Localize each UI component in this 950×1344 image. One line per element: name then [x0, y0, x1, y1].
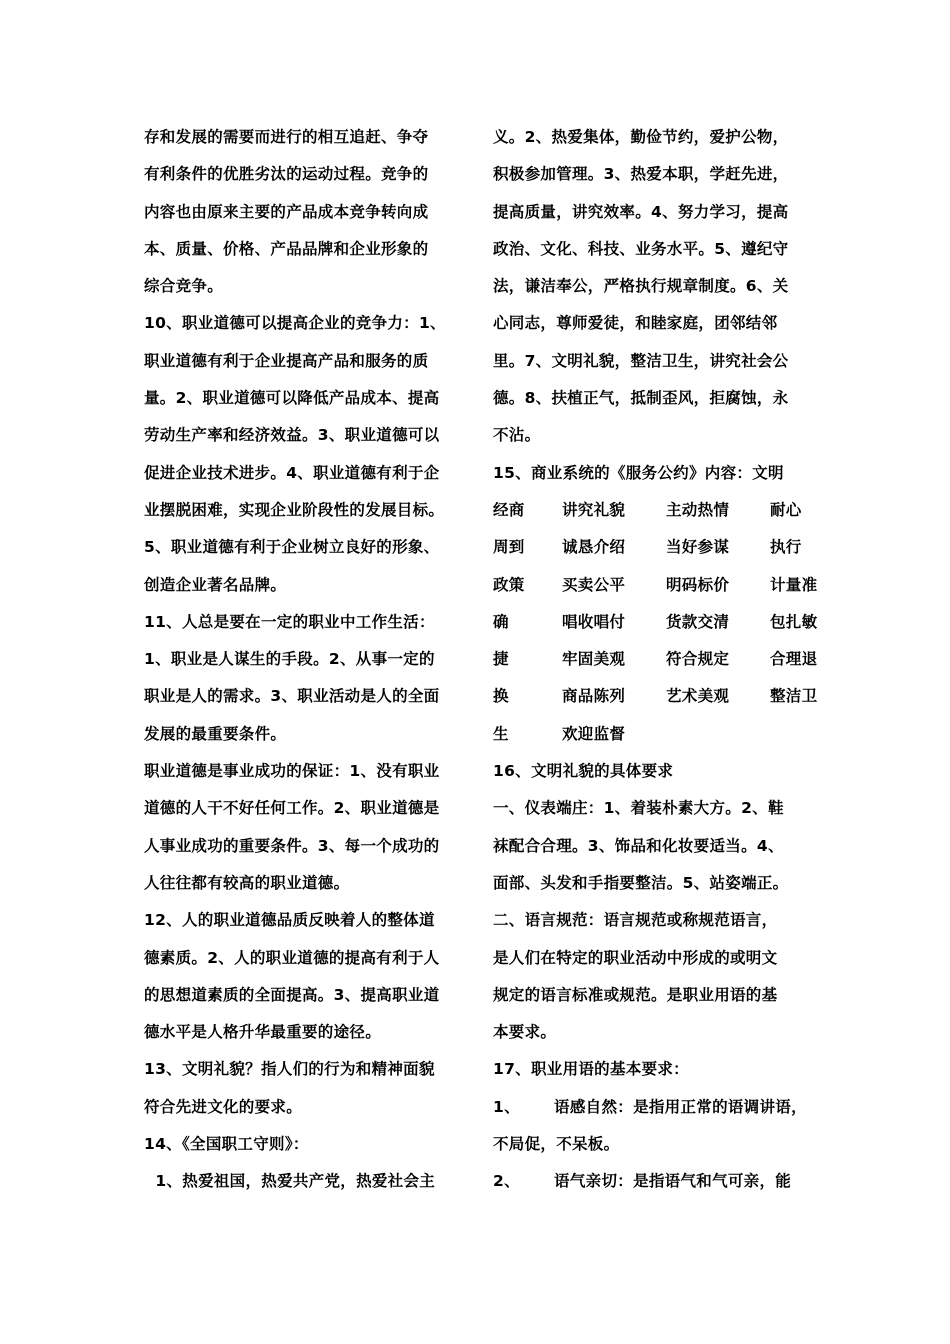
- text-line: 本、质量、价格、产品品牌和企业形象的: [144, 239, 429, 258]
- right-column: [493, 119, 818, 1201]
- text-line: 5、职业道德有利于企业树立良好的形象、: [144, 538, 440, 557]
- text-line: 道德的人干不好任何工作。2、职业道德是: [144, 799, 440, 818]
- right-column-top: [493, 119, 818, 492]
- service-grid-row: [493, 567, 818, 604]
- text-line: 不局促，不呆板。: [493, 1135, 620, 1154]
- text-line: 二、语言规范：语言规范或称规范语言，: [493, 911, 778, 930]
- text-line: 促进企业技术进步。4、职业道德有利于企: [144, 463, 440, 482]
- service-grid-cell: 换: [493, 687, 509, 706]
- text-line: 心同志，尊师爱徒，和睦家庭，团邻结邻: [493, 314, 778, 333]
- text-line: 面部、头发和手指要整洁。5、站姿端正。: [493, 873, 789, 892]
- service-grid-cell: 耐心: [770, 500, 802, 519]
- text-line: 12、人的职业道德品质反映着人的整体道: [144, 911, 435, 930]
- text-line: 内容也由原来主要的产品成本竞争转向成: [144, 202, 429, 221]
- text-line: 1、 语感自然：是指用正常的语调讲语，: [493, 1097, 807, 1116]
- service-grid-cell: 确: [493, 612, 509, 631]
- text-line: 发展的最重要条件。: [144, 724, 287, 743]
- service-grid-cell: 讲究礼貌: [562, 500, 626, 519]
- service-grid-cell: 当好参谋: [666, 538, 730, 557]
- text-line: 的思想道素质的全面提高。3、提高职业道: [144, 985, 440, 1004]
- right-column-bottom: [493, 753, 818, 1201]
- text-line: 13、文明礼貌？指人们的行为和精神面貌: [144, 1060, 435, 1079]
- service-grid-cell: 唱收唱付: [562, 612, 626, 631]
- service-grid-cell: 买卖公平: [562, 575, 626, 594]
- service-grid-cell: 欢迎监督: [562, 724, 626, 743]
- service-grid-row: [493, 716, 818, 753]
- text-line: 15、商业系统的《服务公约》内容：文明: [493, 463, 784, 482]
- text-line: 是人们在特定的职业活动中形成的或明文: [493, 948, 778, 967]
- text-line: 创造企业著名品牌。: [144, 575, 287, 594]
- text-line: 职业道德是事业成功的保证：1、没有职业: [144, 762, 440, 781]
- service-grid-cell: 牢固美观: [562, 650, 626, 669]
- service-grid-cell: 整洁卫: [770, 687, 818, 706]
- service-grid-cell: 明码标价: [666, 575, 730, 594]
- text-line: 职业道德有利于企业提高产品和服务的质: [144, 351, 429, 370]
- text-line: 人往往都有较高的职业道德。: [144, 873, 350, 892]
- service-grid-cell: [770, 716, 820, 753]
- service-grid-cell: 货款交清: [666, 612, 730, 631]
- text-line: 人事业成功的重要条件。3、每一个成功的: [144, 836, 440, 855]
- text-line: 袜配合合理。3、饰品和化妆要适当。4、: [493, 836, 784, 855]
- text-line: 综合竞争。: [144, 277, 224, 296]
- text-line: 有利条件的优胜劣汰的运动过程。竞争的: [144, 165, 429, 184]
- service-grid-cell: 诚恳介绍: [562, 538, 626, 557]
- service-grid-cell: 政策: [493, 575, 525, 594]
- text-line: 义。2、热爱集体，勤俭节约，爱护公物，: [493, 128, 789, 146]
- service-grid-cell: 计量准: [770, 575, 818, 594]
- text-line: 职业是人的需求。3、职业活动是人的全面: [144, 687, 440, 706]
- text-line: 1、职业是人谋生的手段。2、从事一定的: [144, 650, 435, 669]
- service-pledge-grid: [493, 492, 818, 753]
- text-line: 10、职业道德可以提高企业的竞争力：1、: [144, 314, 446, 333]
- text-line: 16、文明礼貌的具体要求: [493, 762, 674, 781]
- text-line: 一、仪表端庄：1、着装朴素大方。2、鞋: [493, 799, 784, 818]
- text-line: 法，谦洁奉公，严格执行规章制度。6、关: [493, 277, 789, 296]
- text-line: 符合先进文化的要求。: [144, 1097, 303, 1116]
- text-line: 里。7、文明礼貌，整洁卫生，讲究社会公: [493, 351, 789, 370]
- service-grid-row: [493, 678, 818, 715]
- text-line: 存和发展的需要而进行的相互追赶、争夺: [144, 128, 429, 146]
- text-line: 17、职业用语的基本要求：: [493, 1060, 689, 1079]
- text-line: 政治、文化、科技、业务水平。5、遵纪守: [493, 239, 789, 258]
- text-line: 2、 语气亲切：是指语气和气可亲，能: [493, 1172, 792, 1191]
- service-grid-cell: 捷: [493, 650, 509, 669]
- service-grid-row: [493, 641, 818, 678]
- text-line: 德。8、扶植正气，抵制歪风，拒腐蚀，永: [493, 389, 789, 408]
- text-line: 劳动生产率和经济效益。3、职业道德可以: [144, 426, 440, 445]
- text-line: 不沾。: [493, 426, 541, 445]
- service-grid-cell: [666, 716, 770, 753]
- service-grid-row: [493, 604, 818, 641]
- text-line: 德水平是人格升华最重要的途径。: [144, 1023, 382, 1042]
- text-line: 德素质。2、人的职业道德的提高有利于人: [144, 948, 440, 967]
- service-grid-row: [493, 529, 818, 566]
- text-line: 14、《全国职工守则》：: [144, 1135, 309, 1154]
- service-grid-cell: 周到: [493, 538, 525, 557]
- service-grid-cell: 包扎敏: [770, 612, 818, 631]
- left-column: [144, 119, 469, 1201]
- service-grid-cell: 商品陈列: [562, 687, 626, 706]
- text-line: 业摆脱困难，实现企业阶段性的发展目标。: [144, 500, 445, 519]
- text-line: 积极参加管理。3、热爱本职，学赶先进，: [493, 165, 789, 184]
- service-grid-cell: 经商: [493, 500, 525, 519]
- text-line: 本要求。: [493, 1023, 557, 1042]
- text-line: 提高质量，讲究效率。4、努力学习，提高: [493, 202, 789, 221]
- text-line: 量。2、职业道德可以降低产品成本、提高: [144, 389, 440, 408]
- text-line: 规定的语言标准或规范。是职业用语的基: [493, 985, 778, 1004]
- service-grid-cell: 艺术美观: [666, 687, 730, 706]
- service-grid-cell: 执行: [770, 538, 802, 557]
- service-grid-cell: 符合规定: [666, 650, 730, 669]
- service-grid-row: [493, 492, 818, 529]
- text-line: 11、人总是要在一定的职业中工作生活：: [144, 612, 435, 631]
- service-grid-cell: 合理退: [770, 650, 818, 669]
- service-grid-cell: 生: [493, 724, 509, 743]
- text-line: 1、热爱祖国，热爱共产党，热爱社会主: [144, 1172, 436, 1191]
- service-grid-cell: 主动热情: [666, 500, 730, 519]
